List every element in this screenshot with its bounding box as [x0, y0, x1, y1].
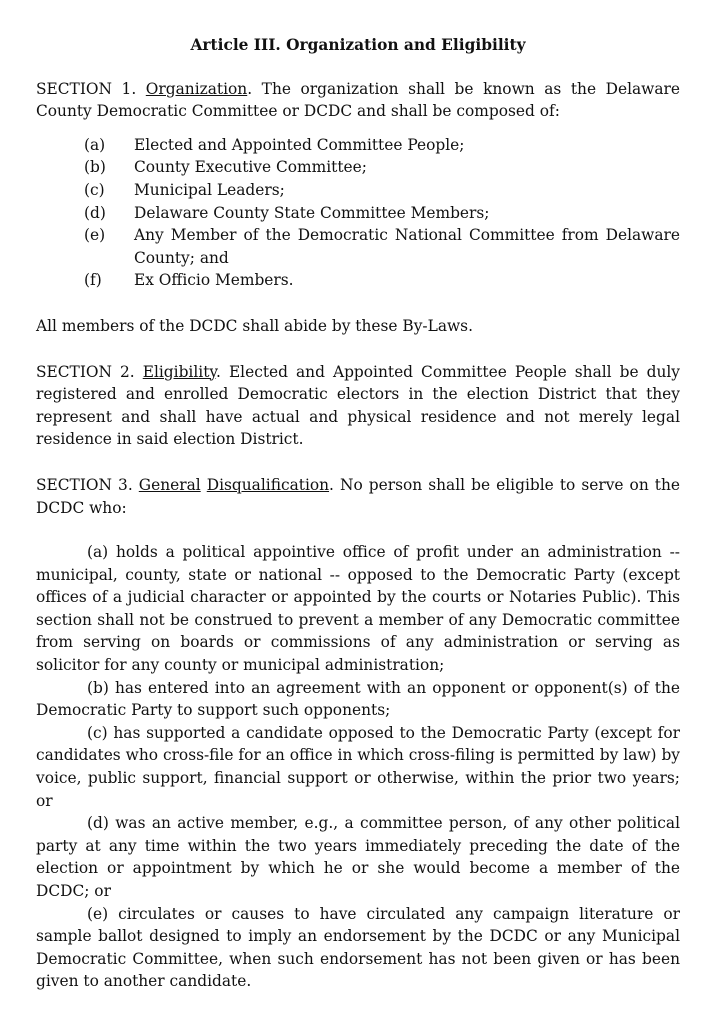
section-2-label: SECTION 2.	[36, 362, 143, 381]
clause-b: (b) has entered into an agreement with an opponent or opponent(s) of the Democratic Party to support such opponents;	[36, 678, 680, 720]
list-item-text: County Executive Committee;	[134, 158, 367, 177]
list-marker: (b)	[84, 158, 106, 177]
section-3-heading-disqualification: Disqualification	[206, 475, 330, 494]
section-2-paragraph	[36, 361, 680, 451]
by-laws-statement: All members of the DCDC shall abide by these By-Laws.	[36, 316, 473, 335]
section-2-heading: Eligibility	[142, 362, 217, 381]
clause-c: (c) has supported a candidate opposed to the Democratic Party (except for candidates who cross-file for an office in which cross-filing is permitted by law) by voice, public support, financial support or otherwise, within the prior two years; or	[36, 723, 680, 810]
list-item	[36, 179, 680, 202]
list-marker: (e)	[84, 226, 106, 245]
clause-a: (a) holds a political appointive office of profit under an administration -- municipal, county, state or national -- opposed to the Democratic Party (except offices of a judicial character or appointed by the courts or Notaries Public). This section shall not be construed to prevent a member of any Democratic committee from serving on boards or commissions of any administration or serving as solicitor for any county or municipal administration;	[36, 543, 680, 675]
section-1-heading: Organization	[145, 79, 248, 98]
list-marker: (a)	[84, 135, 106, 154]
list-item	[36, 269, 680, 292]
clause-d: (d) was an active member, e.g., a committee person, of any other political party at any time within the two years immediately preceding the date of the election or appointment by which he or she would become a member of the DCDC; or	[36, 814, 680, 900]
section-1-paragraph	[36, 78, 680, 123]
section-3-paragraph	[36, 474, 680, 519]
section-3-label: SECTION 3.	[36, 475, 139, 494]
composition-list	[36, 134, 680, 292]
list-item	[36, 224, 680, 269]
section-3-body: . No person shall be eligible to serve on the DCDC who:	[36, 475, 680, 517]
section-3-heading-general: General	[138, 475, 201, 494]
list-marker: (d)	[84, 203, 106, 222]
clause-e: (e) circulates or causes to have circulated any campaign literature or sample ballot designed to imply an endorsement by the DCDC or any Municipal Democratic Committee, when such endorsement has not been given or has been given to another candidate.	[36, 904, 680, 991]
list-item-text: Municipal Leaders;	[134, 180, 285, 199]
list-item	[36, 134, 680, 157]
list-item-text: Elected and Appointed Committee People;	[134, 135, 465, 154]
list-item-text: Ex Officio Members.	[134, 271, 294, 290]
list-item-text: Delaware County State Committee Members;	[134, 203, 490, 222]
section-1-label: SECTION 1.	[36, 79, 146, 98]
list-item	[36, 156, 680, 179]
document-page	[36, 34, 680, 993]
list-item-text: Any Member of the Democratic National Committee from Delaware County; and	[134, 226, 680, 267]
list-marker: (f)	[84, 271, 102, 290]
section-1-body: . The organization shall be known as the Delaware County Democratic Committee or DCDC and shall be composed of:	[36, 79, 680, 121]
list-marker: (c)	[84, 180, 105, 199]
list-item	[36, 202, 680, 225]
article-title: Article III. Organization and Eligibility	[190, 36, 526, 54]
section-2-body: . Elected and Appointed Committee People shall be duly registered and enrolled Democratic electors in the election District that they represent and shall have actual and physical residence and not merely legal residence in said election District.	[36, 362, 680, 449]
